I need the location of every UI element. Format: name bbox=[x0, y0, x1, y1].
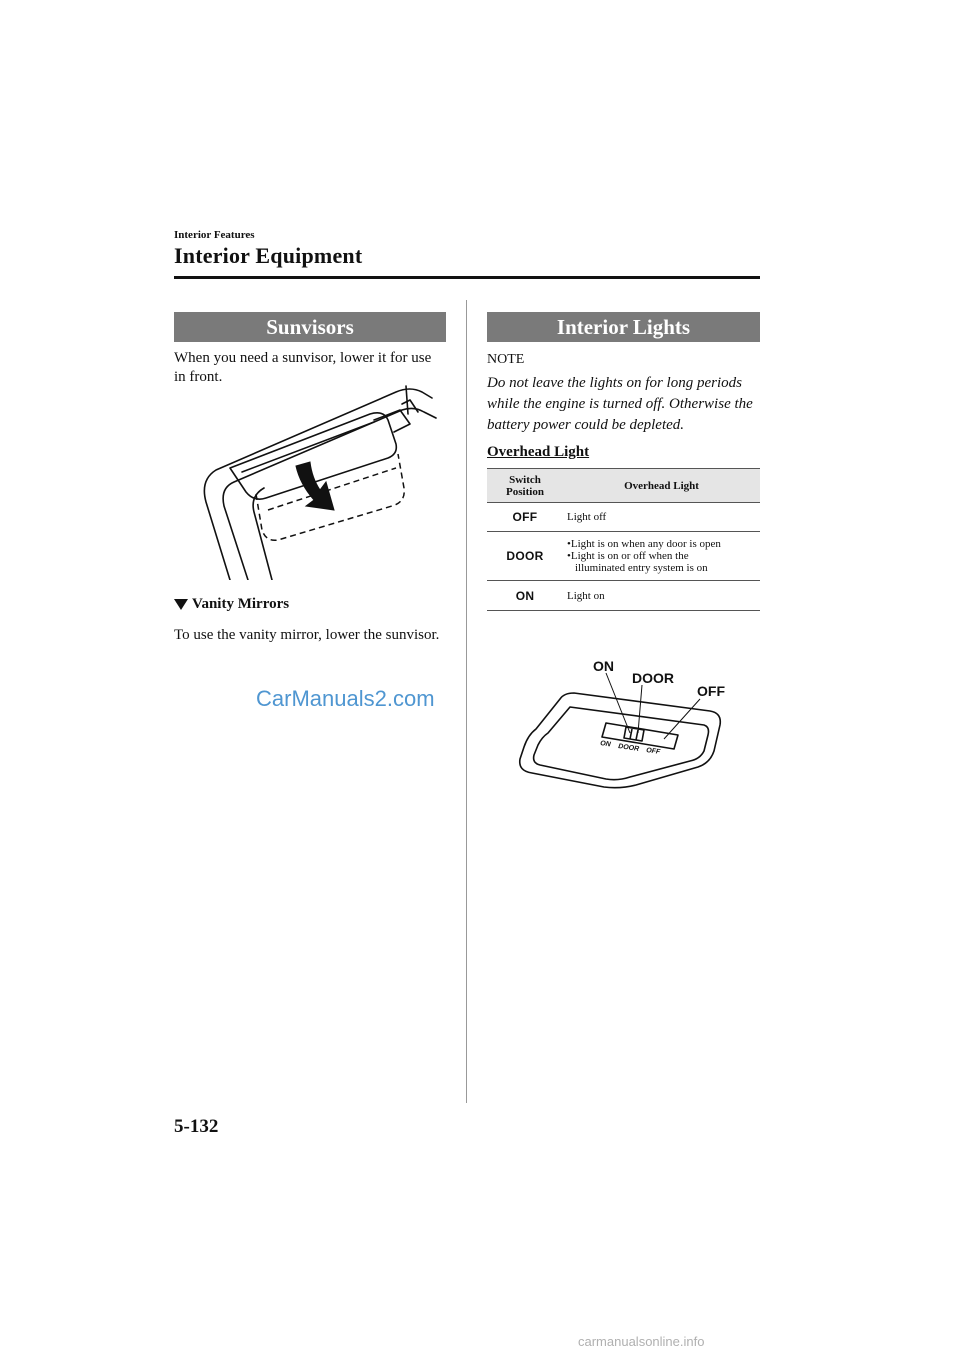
switch-door-label: DOOR bbox=[487, 532, 563, 581]
row-description: Light on bbox=[563, 581, 760, 611]
overhead-light-table bbox=[487, 468, 760, 611]
page-number: 5-132 bbox=[174, 1116, 219, 1137]
vanity-mirrors-heading-text: Vanity Mirrors bbox=[192, 596, 290, 612]
row-description: Light off bbox=[563, 503, 760, 532]
section-label: Interior Features bbox=[174, 229, 255, 241]
interior-lights-banner: Interior Lights bbox=[487, 312, 760, 342]
overhead-light-heading: Overhead Light bbox=[487, 444, 590, 460]
sunvisor-illustration bbox=[196, 384, 446, 580]
vanity-mirrors-text: To use the vanity mirror, lower the sunvisor. bbox=[174, 627, 440, 643]
vanity-mirrors-heading bbox=[174, 596, 289, 613]
table-row bbox=[487, 503, 760, 532]
diagram-small-off: OFF bbox=[645, 747, 661, 756]
table-header-row bbox=[487, 469, 760, 503]
bullet-line: •Light is on when any door is open bbox=[567, 538, 721, 550]
diagram-label-door: DOOR bbox=[632, 670, 674, 686]
diagram-small-door: DOOR bbox=[617, 743, 640, 753]
overhead-light-header: Overhead Light bbox=[563, 469, 760, 503]
title-rule bbox=[174, 276, 760, 279]
sunvisors-intro: When you need a sunvisor, lower it for use in front. bbox=[174, 350, 432, 385]
diagram-label-off: OFF bbox=[697, 683, 725, 699]
switch-position-header: Switch Position bbox=[487, 469, 563, 503]
row-description bbox=[563, 532, 760, 581]
switch-off-label: OFF bbox=[487, 503, 563, 532]
overhead-light-diagram bbox=[514, 655, 734, 791]
column-divider bbox=[466, 300, 467, 1103]
triangle-bullet-icon bbox=[174, 599, 188, 610]
table-row bbox=[487, 581, 760, 611]
sunvisors-banner: Sunvisors bbox=[174, 312, 446, 342]
watermark-logo: CarManuals2.com bbox=[256, 686, 435, 711]
note-label: NOTE bbox=[487, 352, 525, 367]
footer-watermark: carmanualsonline.info bbox=[578, 1334, 705, 1349]
table-row bbox=[487, 532, 760, 581]
note-text: Do not leave the lights on for long periods while the engine is turned off. Otherwise the battery power could be depleted. bbox=[487, 375, 753, 433]
switch-on-label: ON bbox=[487, 581, 563, 611]
diagram-small-on: ON bbox=[599, 740, 612, 749]
diagram-label-on: ON bbox=[593, 658, 614, 674]
page-title: Interior Equipment bbox=[174, 243, 363, 268]
bullet-line: •Light is on or off when the bbox=[567, 550, 689, 562]
bullet-continuation: illuminated entry system is on bbox=[575, 562, 708, 574]
